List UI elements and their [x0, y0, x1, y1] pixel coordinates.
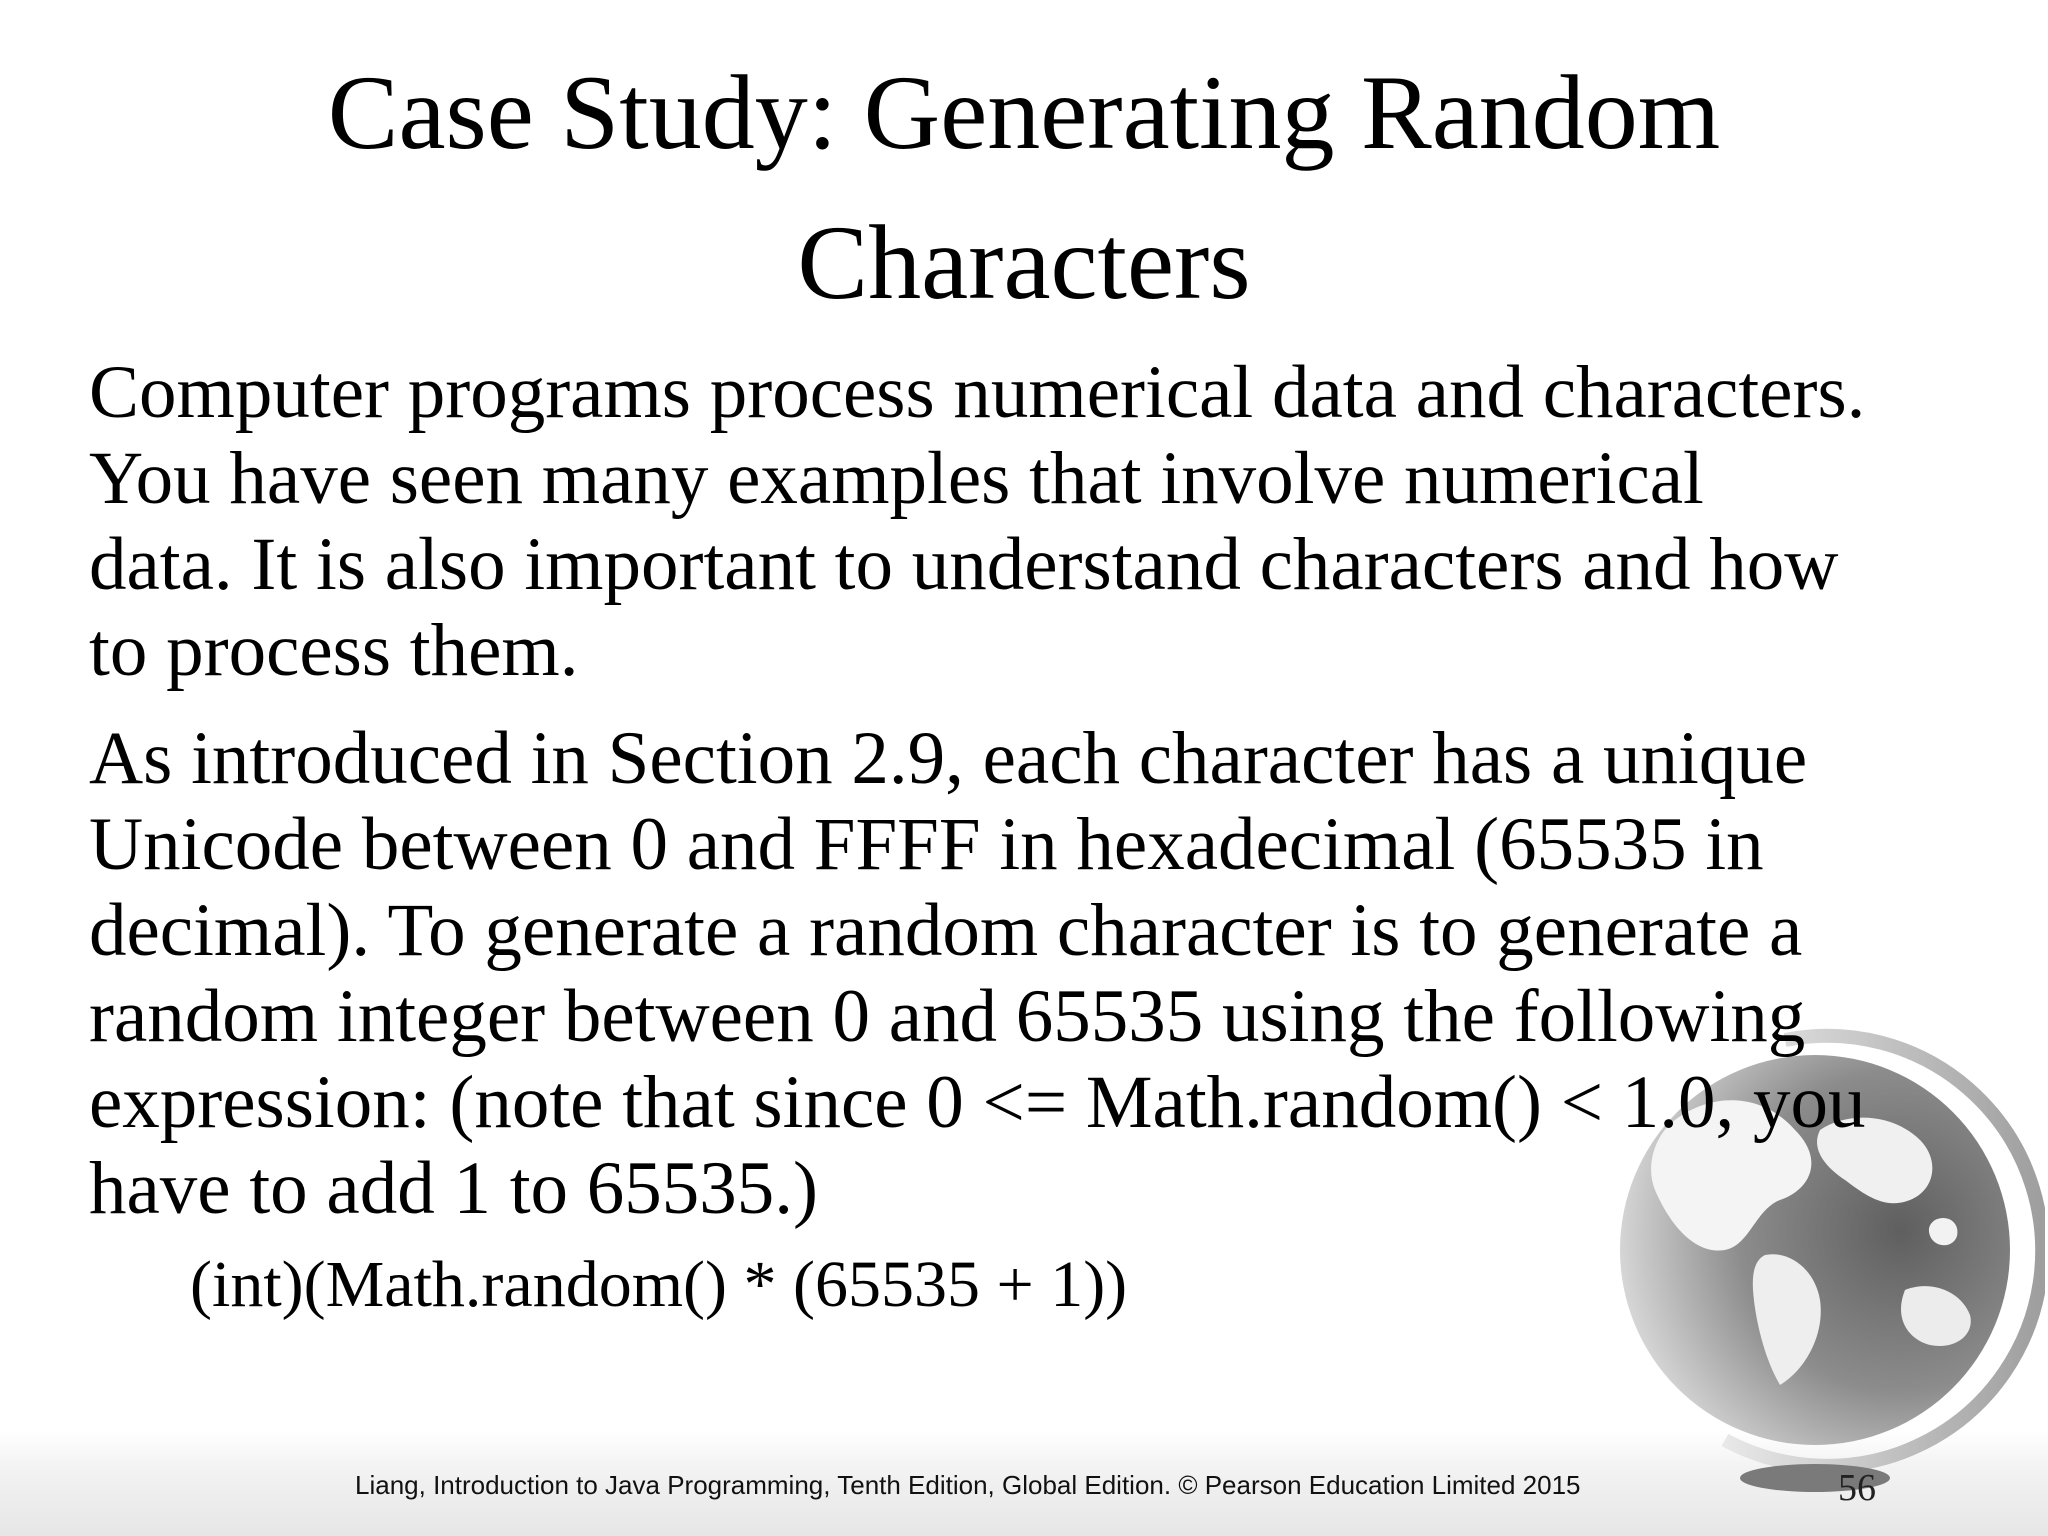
slide-title	[0, 38, 2048, 338]
footer-citation: Liang, Introduction to Java Programming, Tenth Edition, Global Edition. © Pearson Education Limited 2015	[355, 1470, 1581, 1500]
slide-title-line-2: Characters	[797, 204, 1251, 321]
body-paragraph-1: Computer programs process numerical data and characters. You have seen many examples that involve numerical data. It is also important to understand characters and how to process them.	[89, 351, 1866, 692]
slide-body	[89, 350, 2039, 1232]
page-number: 56	[1838, 1467, 1876, 1509]
slide-title-line-1: Case Study: Generating Random	[327, 54, 1721, 171]
body-paragraph-2: As introduced in Section 2.9, each character has a unique Unicode between 0 and FFFF in hexadecimal (65535 in decimal). To generate a random character is to generate a random integer between 0 and 65535 using the following expression: (note that since 0 <= Math.random() < 1.0, you have to add 1 to 65535.)	[89, 717, 1866, 1230]
code-expression: (int)(Math.random() * (65535 + 1))	[190, 1248, 1128, 1321]
